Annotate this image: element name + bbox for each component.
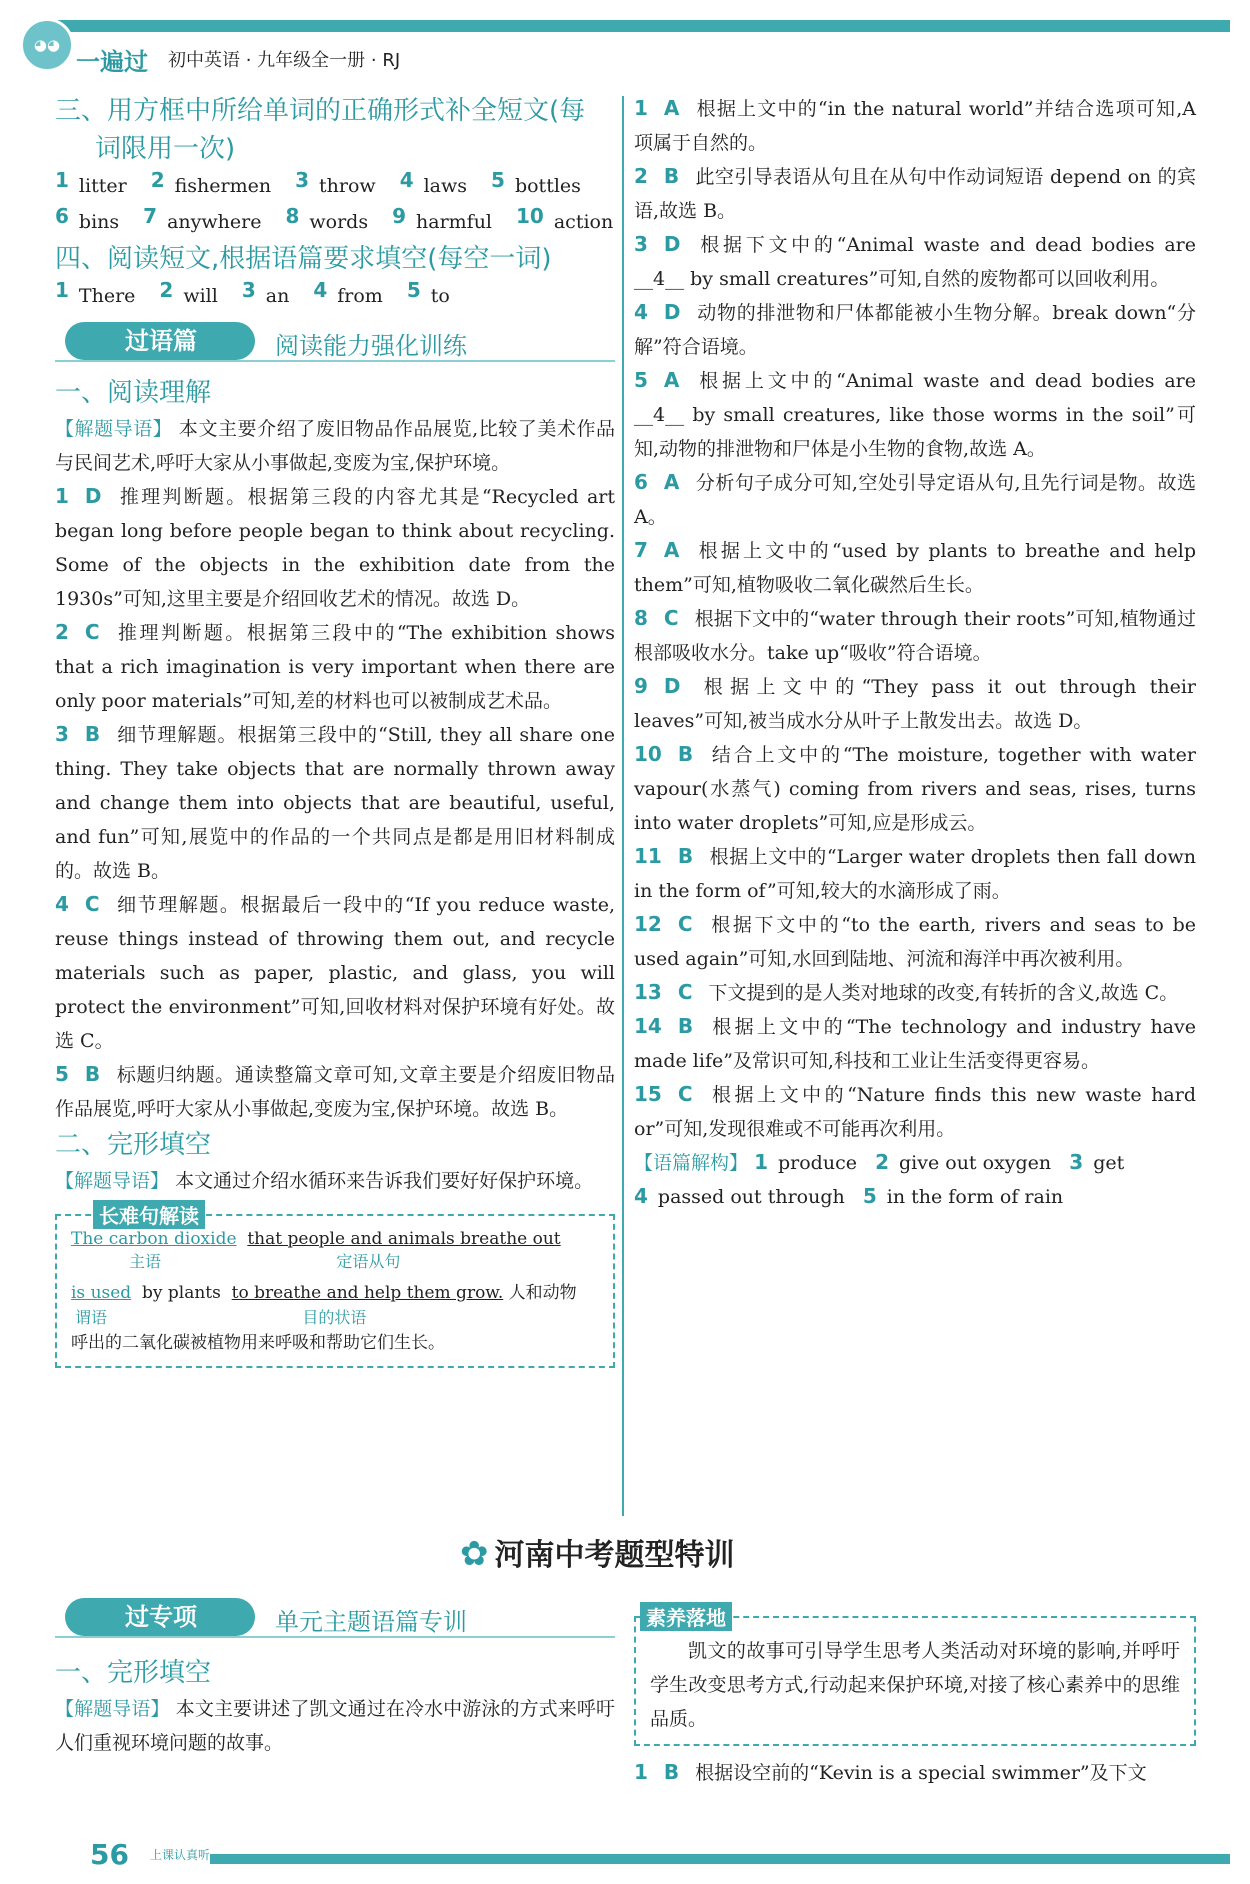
reading-item (55, 616, 615, 718)
item-answer: B (663, 164, 680, 188)
cloze-answer-list (634, 92, 1196, 1146)
item-explanation: 细节理解题。根据第三段中的“Still, they all share one thing. They take objects that are normally thrown away and change them into objects that are beautiful, useful, and fun”可知,展览中的作品的一个共同点是都是用旧材料制成的。故选 B。 (55, 724, 615, 882)
item-explanation: 推理判断题。根据第三段中的“The exhibition shows that a rich imagination is very important when there are only poor materials”可知,差的材料也可以被制成艺术品。 (55, 622, 615, 712)
item-number: 3 (634, 232, 648, 256)
answer-word: harmful (416, 211, 493, 233)
item-number: 9 (634, 674, 648, 698)
item-answer: B (677, 1014, 694, 1038)
literacy-text: 凯文的故事可引导学生思考人类活动对环境的影响,并呼吁学生改变思考方式,行动起来保护环境,对接了核心素养中的思维品质。 (650, 1640, 1180, 1730)
answer-num: 5 (862, 1184, 877, 1208)
item-answer: B (677, 844, 694, 868)
note-subject: 主语 (129, 1252, 162, 1271)
page-header (0, 18, 1250, 78)
item-explanation: 根据上文中的“used by plants to breathe and help them”可知,植物吸收二氧化碳然后生长。 (634, 540, 1196, 596)
answer-num: 2 (159, 278, 174, 302)
item-explanation: 根据上文中的“Larger water droplets then fall down in the form of”可知,较大的水滴形成了雨。 (634, 846, 1196, 902)
answer-num: 5 (406, 278, 421, 302)
item-explanation: 根据上文中的“in the natural world”并结合选项可知,A 项属于自然的。 (634, 98, 1196, 154)
answer-num: 6 (55, 204, 69, 228)
item-answer: D (663, 674, 681, 698)
item-number: 2 (55, 620, 69, 644)
answer-num: 10 (516, 204, 544, 228)
cloze-answer-item (634, 908, 1196, 976)
structure-tag: 【语篇解构】 (634, 1152, 749, 1174)
right-column (634, 92, 1196, 1214)
item-number: 7 (634, 538, 648, 562)
item-number: 11 (634, 844, 662, 868)
item-answer: D (663, 232, 681, 256)
item-number: 1 (634, 96, 648, 120)
item-explanation: 根据上文中的“The technology and industry have made life”及常识可知,科技和工业让生活变得更容易。 (634, 1016, 1196, 1072)
answer-word: litter (78, 175, 127, 197)
cloze-title: 二、完形填空 (55, 1130, 212, 1160)
item-answer: D (84, 484, 102, 508)
item-answer: C (677, 980, 693, 1004)
last-item (634, 1756, 1196, 1790)
answer-num: 5 (491, 168, 505, 192)
note-clause: 定语从句 (336, 1252, 401, 1271)
answer-word: bins (78, 211, 120, 233)
item-answer: C (663, 606, 679, 630)
item-number: 5 (55, 1062, 69, 1086)
item-explanation: 下文提到的是人类对地球的改变,有转折的含义,故选 C。 (708, 982, 1179, 1004)
answer-num: 3 (295, 168, 310, 192)
item-explanation: 结合上文中的“The moisture, together with water vapour(水蒸气) coming from rivers and seas, rises, turns into water droplets”可知,应是形成云。 (634, 744, 1196, 834)
cloze-answer-item (634, 976, 1196, 1010)
special-guide (55, 1692, 615, 1760)
item-number: 3 (55, 722, 69, 746)
item-number: 5 (634, 368, 648, 392)
item-number: 4 (634, 300, 648, 324)
banner-underline (55, 360, 615, 362)
item-number: 14 (634, 1014, 662, 1038)
book-subject: 初中英语 · 九年级全一册 · RJ (168, 50, 401, 71)
cloze-answer-item (634, 228, 1196, 296)
answer-word: bottles (514, 175, 581, 197)
literacy-label: 素养落地 (640, 1602, 732, 1631)
answer-num: 1 (55, 168, 69, 192)
item-answer: B (84, 1062, 101, 1086)
cloze-answer-item (634, 92, 1196, 160)
translation-rest: 呼出的二氧化碳被植物用来呼吸和帮助它们生长。 (71, 1333, 445, 1353)
sentence-line2 (71, 1278, 599, 1308)
item-number: 1 (634, 1760, 648, 1784)
star-icon: ✿ (460, 1534, 489, 1574)
cloze-answer-item (634, 364, 1196, 466)
item-explanation: 根据下文中的“Animal waste and dead bodies are __4__ by small creatures”可知,自然的废物都可以回收利用。 (634, 234, 1196, 290)
section4-title: 四、阅读短文,根据语篇要求填空(每空一词) (55, 244, 552, 274)
item-explanation: 推理判断题。根据第三段的内容尤其是“Recycled art began long before people began to think about recycling. Some of the objects in the exhibition date from the 1930s”可知,这里主要是介绍回收艺术的情况。故选 D。 (55, 486, 615, 610)
cloze-answer-item (634, 738, 1196, 840)
section3-answers-row1 (55, 168, 615, 204)
cloze-answer-item (634, 1078, 1196, 1146)
cloze-answer-item (634, 1010, 1196, 1078)
item-answer: A (663, 368, 680, 392)
answer-num: 4 (399, 168, 414, 192)
item-explanation: 动物的排泄物和尸体都能被小生物分解。break down“分解”符合语境。 (634, 302, 1196, 358)
section3-title: 三、用方框中所给单词的正确形式补全短文(每 (55, 96, 586, 126)
item-number: 8 (634, 606, 648, 630)
sentence-line1 (71, 1226, 599, 1252)
item-explanation: 根据上文中的“They pass it out through their leaves”可知,被当成水分从叶子上散发出去。故选 D。 (634, 676, 1196, 732)
henan-title-text: 河南中考题型特训 (494, 1538, 735, 1573)
item-answer: B (663, 1760, 680, 1784)
answer-num: 3 (241, 278, 256, 302)
translation-start: 人和动物 (508, 1283, 577, 1303)
long-sentence-box (55, 1204, 615, 1368)
answer-word: give out oxygen (899, 1152, 1052, 1174)
answer-word: passed out through (657, 1186, 845, 1208)
banner-pill: 过语篇 (65, 322, 255, 360)
cloze-answer-item (634, 160, 1196, 228)
section-banner-passage (55, 320, 615, 364)
literacy-box (634, 1606, 1196, 1746)
note-purpose: 目的状语 (302, 1308, 367, 1327)
footer-band (210, 1854, 1230, 1864)
column-divider (622, 96, 624, 1516)
cloze-answer-item (634, 840, 1196, 908)
item-explanation: 根据上文中的“Animal waste and dead bodies are __4__ by small creatures, like those worms in the soil”可知,动物的排泄物和尸体是小生物的食物,故选 A。 (634, 370, 1196, 460)
sentence-predicate: is used (71, 1283, 132, 1303)
answer-word: from (337, 285, 383, 307)
answer-num: 7 (143, 204, 158, 228)
section3-title-cont: 词限用一次) (95, 134, 236, 164)
page-footer (20, 1838, 1230, 1871)
banner-underline (55, 1636, 615, 1638)
answer-num: 4 (634, 1184, 648, 1208)
answer-word: get (1093, 1152, 1125, 1174)
item-answer: C (84, 620, 100, 644)
answer-word: laws (423, 175, 468, 197)
answer-num: 1 (55, 278, 69, 302)
special-title: 一、完形填空 (55, 1658, 212, 1688)
cloze-answer-item (634, 296, 1196, 364)
item-answer: C (677, 1082, 693, 1106)
bottom-left (55, 1590, 615, 1760)
guide-tag: 【解题导语】 (55, 1170, 170, 1192)
answer-word: in the form of rain (886, 1186, 1064, 1208)
answer-word: an (265, 285, 290, 307)
guide-tag: 【解题导语】 (55, 1698, 170, 1720)
sentence-by: by plants (142, 1283, 221, 1303)
section3-answers-row2 (55, 204, 615, 240)
item-answer: B (677, 742, 694, 766)
item-explanation: 根据上文中的“Nature finds this new waste hard or”可知,发现很难或不可能再次利用。 (634, 1084, 1196, 1140)
cloze-answer-item (634, 670, 1196, 738)
footer-note: 上课认真听 (150, 1848, 211, 1862)
answer-num: 9 (392, 204, 406, 228)
answer-num: 4 (313, 278, 328, 302)
answer-word: anywhere (167, 211, 262, 233)
guide-text: 本文通过介绍水循环来告诉我们要好好保护环境。 (175, 1170, 594, 1192)
answer-num: 1 (754, 1150, 768, 1174)
item-number: 1 (55, 484, 69, 508)
henan-title (460, 1530, 735, 1574)
answer-word: to (430, 285, 450, 307)
banner-pill: 过专项 (65, 1598, 255, 1636)
answer-word: words (309, 211, 369, 233)
guide-text: 本文主要介绍了废旧物品作品展览,比较了美术作品与民间艺术,呼吁大家从小事做起,变废为宝,保护环境。 (55, 418, 615, 474)
note-predicate: 谓语 (75, 1308, 108, 1327)
page-number: 56 (90, 1838, 129, 1871)
item-number: 6 (634, 470, 648, 494)
sentence-clause: that people and animals breathe out (247, 1229, 561, 1249)
answer-word: There (78, 285, 136, 307)
item-explanation: 根据下文中的“water through their roots”可知,植物通过根部吸收水分。take up“吸收”符合语境。 (634, 608, 1196, 664)
answer-num: 2 (875, 1150, 889, 1174)
sentence-notes1 (71, 1252, 599, 1272)
bottom-right (634, 1590, 1196, 1790)
box-label: 长难句解读 (93, 1200, 205, 1229)
brand-logo: 一遍过 (76, 48, 148, 76)
item-number: 10 (634, 742, 662, 766)
section-banner-special (55, 1596, 615, 1640)
reading-item (55, 718, 615, 888)
item-answer: A (663, 538, 680, 562)
answer-word: fishermen (174, 175, 272, 197)
answer-word: action (553, 211, 614, 233)
item-explanation: 标题归纳题。通读整篇文章可知,文章主要是介绍废旧物品作品展览,呼吁大家从小事做起,变废为宝,保护环境。故选 B。 (55, 1064, 615, 1120)
item-explanation: 此空引导表语从句且在从句中作动词短语 depend on 的宾语,故选 B。 (634, 166, 1196, 222)
cloze-answer-item (634, 466, 1196, 534)
answer-word: will (183, 285, 218, 307)
answer-num: 3 (1069, 1150, 1084, 1174)
reading-title: 一、阅读理解 (55, 378, 212, 408)
cloze-answer-item (634, 534, 1196, 602)
banner-subtitle: 阅读能力强化训练 (275, 332, 467, 360)
item-number: 2 (634, 164, 648, 188)
banner-subtitle: 单元主题语篇专训 (275, 1608, 467, 1636)
answer-num: 8 (285, 204, 300, 228)
item-answer: A (663, 96, 680, 120)
sentence-subject: The carbon dioxide (71, 1229, 237, 1249)
guide-tag: 【解题导语】 (55, 418, 173, 440)
answer-word: throw (319, 175, 376, 197)
answer-num: 2 (150, 168, 165, 192)
structure-answers (634, 1146, 1196, 1214)
cloze-answer-item (634, 602, 1196, 670)
answer-word: produce (777, 1152, 857, 1174)
cloze-guide (55, 1164, 615, 1198)
reading-item (55, 480, 615, 616)
item-answer: C (84, 892, 100, 916)
item-answer: B (84, 722, 101, 746)
item-answer: D (663, 300, 681, 324)
item-number: 15 (634, 1082, 662, 1106)
item-number: 12 (634, 912, 662, 936)
item-explanation: 分析句子成分可知,空处引导定语从句,且先行词是物。故选 A。 (634, 472, 1196, 528)
left-column (55, 92, 615, 1378)
header-band (40, 20, 1230, 32)
item-explanation: 细节理解题。根据最后一段中的“If you reduce waste, reuse things instead of throwing them out, and recycle materials such as paper, plastic, and glass, you will protect the environment”可知,回收材料对保护环境有好处。故选 C。 (55, 894, 615, 1052)
item-number: 4 (55, 892, 69, 916)
sentence-purpose: to breathe and help them grow. (231, 1283, 504, 1303)
sentence-notes2 (71, 1308, 599, 1328)
item-answer: A (663, 470, 680, 494)
item-number: 13 (634, 980, 662, 1004)
reading-item (55, 888, 615, 1058)
reading-guide (55, 412, 615, 480)
reading-item (55, 1058, 615, 1126)
item-answer: C (677, 912, 693, 936)
item-explanation: 根据设空前的“Kevin is a special swimmer”及下文 (695, 1762, 1147, 1784)
guide-text: 本文主要讲述了凯文通过在冷水中游泳的方式来呼吁人们重视环境问题的故事。 (55, 1698, 615, 1754)
item-explanation: 根据下文中的“to the earth, rivers and seas to be used again”可知,水回到陆地、河流和海洋中再次被利用。 (634, 914, 1196, 970)
mascot-icon: ◕◕ (20, 18, 74, 72)
section4-answers (55, 278, 615, 314)
